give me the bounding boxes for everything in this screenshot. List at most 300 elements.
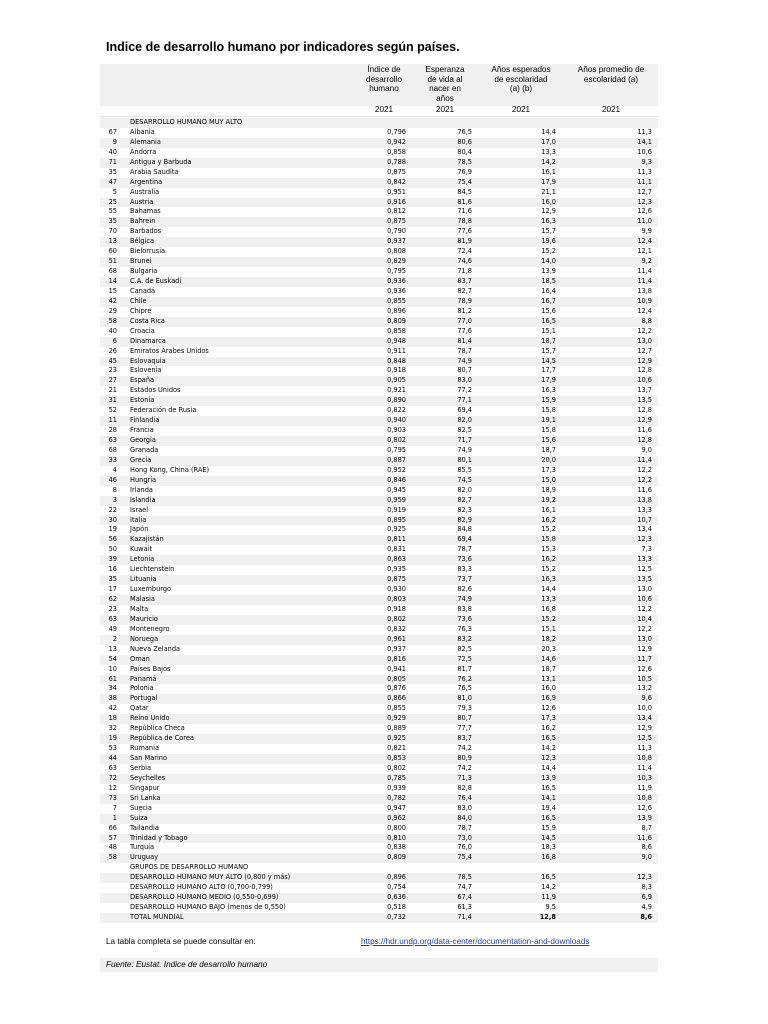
group-row — [100, 873, 658, 883]
expected-schooling-cell: 18,2 — [541, 634, 556, 643]
idh-cell: 0,939 — [387, 783, 406, 792]
mean-schooling-cell: 8,6 — [640, 913, 652, 921]
expected-schooling-cell: 15,6 — [541, 306, 556, 315]
idh-cell: 0,935 — [387, 565, 406, 574]
life-expectancy-cell: 83,8 — [457, 604, 472, 613]
table-row — [100, 217, 658, 227]
idh-cell: 0,846 — [387, 475, 406, 484]
mean-schooling-cell: 11,4 — [637, 763, 652, 772]
country-cell: Brunei — [130, 257, 152, 266]
mean-schooling-cell: 12,9 — [637, 356, 652, 365]
table-row — [100, 575, 658, 585]
group-name-cell: TOTAL MUNDIAL — [130, 913, 184, 921]
life-expectancy-cell: 72,5 — [457, 654, 472, 663]
life-expectancy-cell: 77,6 — [457, 227, 472, 236]
country-cell: Bahrein — [130, 217, 156, 226]
table-row — [100, 486, 658, 496]
mean-schooling-cell: 12,2 — [637, 475, 652, 484]
rank-cell: 12 — [108, 783, 117, 792]
rank-cell: 22 — [108, 505, 117, 514]
mean-schooling-cell: 14,1 — [637, 137, 652, 146]
group-name-cell: DESARROLLO HUMANO MUY ALTO (0,800 y más) — [130, 873, 291, 882]
life-expectancy-cell: 83,3 — [457, 565, 472, 574]
idh-cell: 0,951 — [387, 187, 406, 196]
mean-schooling-cell: 9,6 — [641, 694, 652, 703]
expected-schooling-cell: 17,3 — [541, 465, 556, 474]
mean-schooling-cell: 11,1 — [637, 177, 652, 186]
mean-schooling-cell: 11,3 — [637, 167, 652, 176]
idh-cell: 0,921 — [387, 386, 406, 395]
idh-cell: 0,785 — [387, 773, 406, 782]
mean-schooling-cell: 12,2 — [637, 326, 652, 335]
expected-schooling-cell: 18,7 — [541, 445, 556, 454]
life-expectancy-cell: 72,4 — [457, 247, 472, 256]
rank-cell: 23 — [108, 366, 117, 375]
table-row — [100, 426, 658, 436]
country-cell: Bahamas — [130, 207, 161, 216]
rank-cell: 21 — [108, 386, 117, 395]
country-cell: Georgia — [130, 436, 156, 444]
country-cell: Chile — [130, 296, 147, 305]
expected-schooling-cell: 12,8 — [539, 913, 556, 921]
rank-cell: 67 — [108, 127, 117, 136]
mean-schooling-cell: 13,0 — [637, 634, 652, 643]
expected-schooling-cell: 13,1 — [541, 674, 556, 683]
table-row — [100, 327, 658, 337]
idh-cell: 0,937 — [387, 237, 406, 246]
country-cell: España — [130, 376, 155, 385]
expected-schooling-cell: 14,5 — [541, 833, 556, 842]
rank-cell: 63 — [108, 436, 117, 444]
country-cell: Eslovaquia — [130, 356, 166, 365]
idh-cell: 0,802 — [387, 763, 406, 772]
idh-cell: 0,796 — [387, 127, 406, 136]
expected-schooling-cell: 16,2 — [541, 555, 556, 564]
expected-schooling-cell: 16,2 — [541, 724, 556, 733]
expected-schooling-cell: 15,7 — [541, 227, 556, 236]
idh-cell: 0,887 — [387, 455, 406, 464]
life-expectancy-cell: 80,7 — [457, 714, 472, 723]
table-row — [100, 684, 658, 694]
mean-schooling-cell: 10,4 — [637, 614, 652, 623]
idh-cell: 0,790 — [387, 227, 406, 236]
country-cell: Estonia — [130, 396, 155, 405]
mean-schooling-cell: 11,3 — [637, 744, 652, 753]
expected-schooling-cell: 14,4 — [541, 585, 556, 594]
expected-schooling-cell: 17,3 — [541, 714, 556, 723]
expected-schooling-cell: 15,1 — [541, 624, 556, 633]
table-row — [100, 774, 658, 784]
country-cell: C.A. de Euskadi — [130, 277, 182, 285]
table-row — [100, 605, 658, 615]
rank-cell: 13 — [108, 644, 117, 653]
rank-cell: 17 — [108, 585, 117, 594]
mean-schooling-cell: 8,6 — [641, 843, 652, 852]
expected-schooling-cell: 16,7 — [541, 296, 556, 305]
mean-schooling-cell: 6,9 — [641, 893, 652, 902]
country-cell: Austria — [130, 197, 154, 206]
idh-cell: 0,918 — [387, 604, 406, 613]
expected-schooling-cell: 17,0 — [541, 137, 556, 146]
mean-schooling-cell: 10,5 — [637, 674, 652, 683]
rank-cell: 61 — [108, 674, 117, 683]
rank-cell: 49 — [108, 624, 117, 633]
expected-schooling-cell: 14,2 — [541, 744, 556, 753]
expected-schooling-cell: 16,1 — [541, 167, 556, 176]
idh-cell: 0,855 — [387, 704, 406, 713]
rank-cell: 5 — [112, 187, 117, 196]
mean-schooling-cell: 12,3 — [637, 535, 652, 544]
table-row — [100, 178, 658, 188]
idh-cell: 0,952 — [387, 465, 406, 474]
rank-cell: 70 — [108, 227, 117, 236]
table-row — [100, 337, 658, 347]
idh-cell: 0,809 — [387, 316, 406, 325]
rank-cell: 32 — [108, 724, 117, 733]
life-expectancy-cell: 77,0 — [457, 316, 472, 325]
rank-cell: 45 — [108, 356, 117, 365]
rank-cell: 39 — [108, 555, 117, 564]
life-expectancy-cell: 80,1 — [457, 455, 472, 464]
country-cell: Uruguay — [130, 853, 159, 862]
mean-schooling-cell: 13,4 — [637, 525, 652, 534]
country-cell: Países Bajos — [130, 664, 171, 673]
rank-cell: 73 — [108, 793, 117, 802]
table-row — [100, 198, 658, 208]
life-expectancy-cell: 85,5 — [457, 465, 472, 474]
life-expectancy-cell: 81,2 — [457, 306, 472, 315]
country-cell: Islandia — [130, 495, 156, 504]
life-expectancy-cell: 82,5 — [457, 426, 472, 435]
mean-schooling-cell: 9,0 — [641, 853, 652, 862]
life-expectancy-cell: 61,3 — [457, 903, 472, 912]
idh-cell: 0,925 — [387, 734, 406, 743]
rank-cell: 46 — [108, 475, 117, 484]
table-row — [100, 237, 658, 247]
mean-schooling-cell: 13,0 — [637, 336, 652, 345]
expected-schooling-cell: 14,5 — [541, 356, 556, 365]
table-row — [100, 744, 658, 754]
life-expectancy-cell: 80,9 — [457, 754, 472, 762]
rank-cell: 48 — [108, 843, 117, 852]
rank-cell: 63 — [108, 763, 117, 772]
idh-cell: 0,947 — [387, 803, 406, 812]
country-cell: Qatar — [130, 704, 149, 713]
rank-cell: 9 — [112, 137, 117, 146]
rank-cell: 51 — [108, 257, 117, 266]
group-row — [100, 893, 658, 903]
country-cell: Liechtenstein — [130, 565, 175, 574]
life-expectancy-cell: 74,5 — [457, 475, 472, 484]
mean-schooling-cell: 12,6 — [637, 803, 652, 812]
table-row — [100, 227, 658, 237]
expected-schooling-cell: 9,5 — [545, 903, 556, 912]
mean-schooling-cell: 13,5 — [637, 575, 652, 584]
mean-schooling-cell: 9,2 — [641, 257, 652, 266]
mean-schooling-cell: 12,6 — [637, 207, 652, 216]
rank-cell: 52 — [108, 406, 117, 415]
idh-cell: 0,863 — [387, 555, 406, 564]
life-expectancy-cell: 76,5 — [457, 127, 472, 136]
idh-cell: 0,942 — [387, 137, 406, 146]
expected-schooling-cell: 16,0 — [541, 197, 556, 206]
table-row — [100, 625, 658, 635]
life-expectancy-cell: 74,9 — [457, 595, 472, 603]
idh-cell: 0,518 — [387, 903, 406, 912]
life-expectancy-cell: 80,7 — [457, 366, 472, 375]
rank-cell: 13 — [108, 237, 117, 246]
idh-cell: 0,962 — [387, 813, 406, 822]
group-row — [100, 883, 658, 893]
mean-schooling-cell: 12,9 — [637, 644, 652, 653]
mean-schooling-cell: 11,9 — [637, 783, 652, 792]
rank-cell: 4 — [112, 465, 117, 474]
mean-schooling-cell: 12,3 — [637, 873, 652, 882]
country-cell: Seychelles — [130, 773, 166, 782]
idh-cell: 0,802 — [387, 614, 406, 623]
country-cell: Federación de Rusia — [130, 406, 197, 415]
group-name-cell: DESARROLLO HUMANO BAJO (menos de 0,550) — [130, 903, 286, 912]
idh-cell: 0,754 — [387, 883, 406, 892]
mean-schooling-cell: 12,8 — [637, 436, 652, 444]
life-expectancy-cell: 76,9 — [457, 167, 472, 176]
mean-schooling-cell: 12,2 — [637, 624, 652, 633]
life-expectancy-cell: 77,2 — [457, 386, 472, 395]
rank-cell: 44 — [108, 754, 117, 762]
expected-schooling-cell: 16,5 — [541, 734, 556, 743]
country-cell: Noruega — [130, 634, 159, 643]
life-expectancy-cell: 82,3 — [457, 505, 472, 514]
life-expectancy-cell: 80,4 — [457, 147, 472, 156]
idh-cell: 0,810 — [387, 833, 406, 842]
table-row — [100, 347, 658, 357]
rank-cell: 19 — [108, 734, 117, 743]
mean-schooling-cell: 12,2 — [637, 465, 652, 474]
mean-schooling-cell: 12,1 — [637, 247, 652, 256]
life-expectancy-cell: 80,6 — [457, 137, 472, 146]
country-cell: Emiratos Árabes Unidos — [130, 346, 209, 355]
table-row — [100, 764, 658, 774]
rank-cell: 38 — [108, 694, 117, 703]
country-cell: Arabia Saudita — [130, 167, 179, 176]
group-name-cell: DESARROLLO HUMANO MEDIO (0,550-0,699) — [130, 893, 279, 902]
country-cell: Panamá — [130, 674, 157, 683]
expected-schooling-cell: 15,0 — [541, 475, 556, 484]
idh-cell: 0,802 — [387, 436, 406, 444]
table-row — [100, 804, 658, 814]
expected-schooling-cell: 13,9 — [541, 773, 556, 782]
life-expectancy-cell: 83,7 — [457, 734, 472, 743]
table-row — [100, 307, 658, 317]
rank-cell: 28 — [108, 426, 117, 435]
country-cell: Grecia — [130, 455, 152, 464]
expected-schooling-cell: 17,7 — [541, 366, 556, 375]
country-cell: Suecia — [130, 803, 152, 812]
table-row — [100, 466, 658, 476]
expected-schooling-cell: 18,5 — [541, 277, 556, 285]
life-expectancy-cell: 74,6 — [457, 257, 472, 266]
idh-cell: 0,911 — [387, 346, 406, 355]
idh-cell: 0,795 — [387, 267, 406, 276]
life-expectancy-cell: 69,4 — [457, 406, 472, 415]
expected-schooling-cell: 16,3 — [541, 386, 556, 395]
mean-schooling-cell: 9,3 — [641, 157, 652, 166]
footer-note: La tabla completa se puede consultar en: — [106, 937, 256, 946]
country-cell: Bulgaria — [130, 267, 158, 276]
mean-schooling-cell: 10,0 — [637, 704, 652, 713]
column-header-idh: Índice de desarrollo humano — [366, 65, 402, 94]
country-cell: Portugal — [130, 694, 158, 703]
expected-schooling-cell: 19,1 — [541, 416, 556, 425]
mean-schooling-cell: 11,4 — [637, 277, 652, 285]
life-expectancy-cell: 74,7 — [457, 883, 472, 892]
column-header-mean-schooling: Años promedio de escolaridad (a) — [577, 65, 645, 84]
table-row — [100, 555, 658, 565]
rank-cell: 16 — [108, 565, 117, 574]
table-row — [100, 357, 658, 367]
table-row — [100, 436, 658, 446]
idh-cell: 0,811 — [387, 535, 406, 544]
table-row — [100, 148, 658, 158]
expected-schooling-cell: 16,5 — [541, 783, 556, 792]
life-expectancy-cell: 75,4 — [457, 177, 472, 186]
mean-schooling-cell: 11,6 — [637, 833, 652, 842]
expected-schooling-cell: 16,5 — [541, 873, 556, 882]
rank-cell: 56 — [108, 535, 117, 544]
expected-schooling-cell: 13,9 — [541, 267, 556, 276]
table-row — [100, 714, 658, 724]
table-row — [100, 516, 658, 526]
country-cell: Montenegro — [130, 624, 170, 633]
country-cell: Letonia — [130, 555, 155, 564]
country-cell: Hungría — [130, 475, 157, 484]
idh-cell: 0,636 — [387, 893, 406, 902]
idh-cell: 0,782 — [387, 793, 406, 802]
rank-cell: 11 — [108, 416, 117, 425]
expected-schooling-cell: 15,8 — [541, 406, 556, 415]
life-expectancy-cell: 81,7 — [457, 664, 472, 673]
country-cell: Oman — [130, 654, 150, 663]
idh-cell: 0,936 — [387, 277, 406, 285]
expected-schooling-cell: 18,7 — [541, 336, 556, 345]
life-expectancy-cell: 73,6 — [457, 614, 472, 623]
life-expectancy-cell: 78,7 — [457, 545, 472, 554]
expected-schooling-cell: 16,3 — [541, 575, 556, 584]
data-table — [100, 118, 658, 923]
life-expectancy-cell: 78,8 — [457, 217, 472, 226]
mean-schooling-cell: 10,7 — [637, 515, 652, 524]
table-row — [100, 138, 658, 148]
life-expectancy-cell: 78,5 — [457, 873, 472, 882]
life-expectancy-cell: 81,9 — [457, 237, 472, 246]
idh-cell: 0,890 — [387, 396, 406, 405]
life-expectancy-cell: 71,6 — [457, 207, 472, 216]
table-row — [100, 843, 658, 853]
life-expectancy-cell: 83,7 — [457, 277, 472, 285]
idh-cell: 0,925 — [387, 525, 406, 534]
life-expectancy-cell: 84,0 — [457, 813, 472, 822]
expected-schooling-cell: 14,4 — [541, 127, 556, 136]
mean-schooling-cell: 12,8 — [637, 366, 652, 375]
expected-schooling-cell: 12,3 — [541, 754, 556, 762]
table-row — [100, 565, 658, 575]
country-cell: Finlandia — [130, 416, 160, 425]
expected-schooling-cell: 15,6 — [541, 436, 556, 444]
column-year-mean-schooling: 2021 — [601, 105, 621, 114]
idh-cell: 0,866 — [387, 694, 406, 703]
mean-schooling-cell: 11,3 — [637, 127, 652, 136]
country-cell: Nueva Zelanda — [130, 644, 181, 653]
mean-schooling-cell: 11,4 — [637, 455, 652, 464]
table-row — [100, 545, 658, 555]
mean-schooling-cell: 8,8 — [641, 316, 652, 325]
idh-cell: 0,905 — [387, 376, 406, 385]
country-cell: República de Corea — [130, 734, 194, 743]
expected-schooling-cell: 16,5 — [541, 813, 556, 822]
table-row — [100, 376, 658, 386]
rank-cell: 19 — [108, 525, 117, 534]
country-cell: Andorra — [130, 147, 157, 156]
rank-cell: 18 — [108, 714, 117, 723]
rank-cell: 27 — [108, 376, 117, 385]
idh-cell: 0,918 — [387, 366, 406, 375]
rank-cell: 57 — [108, 833, 117, 842]
mean-schooling-cell: 12,7 — [637, 187, 652, 196]
table-row — [100, 158, 658, 168]
idh-cell: 0,809 — [387, 853, 406, 862]
table-row — [100, 525, 658, 535]
expected-schooling-cell: 20,0 — [541, 455, 556, 464]
expected-schooling-cell: 15,7 — [541, 346, 556, 355]
country-cell: República Checa — [130, 724, 185, 733]
rank-cell: 31 — [108, 396, 117, 405]
table-row — [100, 456, 658, 466]
mean-schooling-cell: 13,2 — [637, 684, 652, 693]
life-expectancy-cell: 71,8 — [457, 267, 472, 276]
expected-schooling-cell: 15,2 — [541, 565, 556, 574]
rank-cell: 71 — [108, 157, 117, 166]
mean-schooling-cell: 13,8 — [637, 286, 652, 295]
rank-cell: 54 — [108, 654, 117, 663]
idh-cell: 0,961 — [387, 634, 406, 643]
life-expectancy-cell: 78,7 — [457, 346, 472, 355]
column-year-expected-schooling: 2021 — [511, 105, 531, 114]
life-expectancy-cell: 77,6 — [457, 326, 472, 335]
idh-cell: 0,876 — [387, 684, 406, 693]
life-expectancy-cell: 81,4 — [457, 336, 472, 345]
expected-schooling-cell: 12,6 — [541, 704, 556, 713]
mean-schooling-cell: 13,5 — [637, 396, 652, 405]
groups-header-label: GRUPOS DE DESARROLLO HUMANO — [130, 863, 249, 872]
rank-cell: 66 — [108, 823, 117, 832]
idh-cell: 0,831 — [387, 545, 406, 554]
section-header-label: DESARROLLO HUMANO MUY ALTO — [130, 118, 243, 126]
data-link[interactable]: https://hdr.undp.org/data-center/documentation-and-downloads — [361, 937, 590, 946]
country-cell: Tailandia — [130, 823, 159, 832]
table-row — [100, 247, 658, 257]
idh-cell: 0,858 — [387, 147, 406, 156]
country-cell: Argentina — [130, 177, 163, 186]
rank-cell: 40 — [108, 147, 117, 156]
idh-cell: 0,821 — [387, 744, 406, 753]
column-header-life-expectancy: Esperanza de vida al nacer en años — [425, 65, 465, 103]
rank-cell: 1 — [112, 813, 117, 822]
expected-schooling-cell: 15,8 — [541, 426, 556, 435]
rank-cell: 14 — [108, 277, 117, 285]
column-header-expected-schooling: Años esperados de escolaridad (a) (b) — [491, 65, 551, 94]
country-cell: Estados Unidos — [130, 386, 181, 395]
life-expectancy-cell: 76,0 — [457, 843, 472, 852]
